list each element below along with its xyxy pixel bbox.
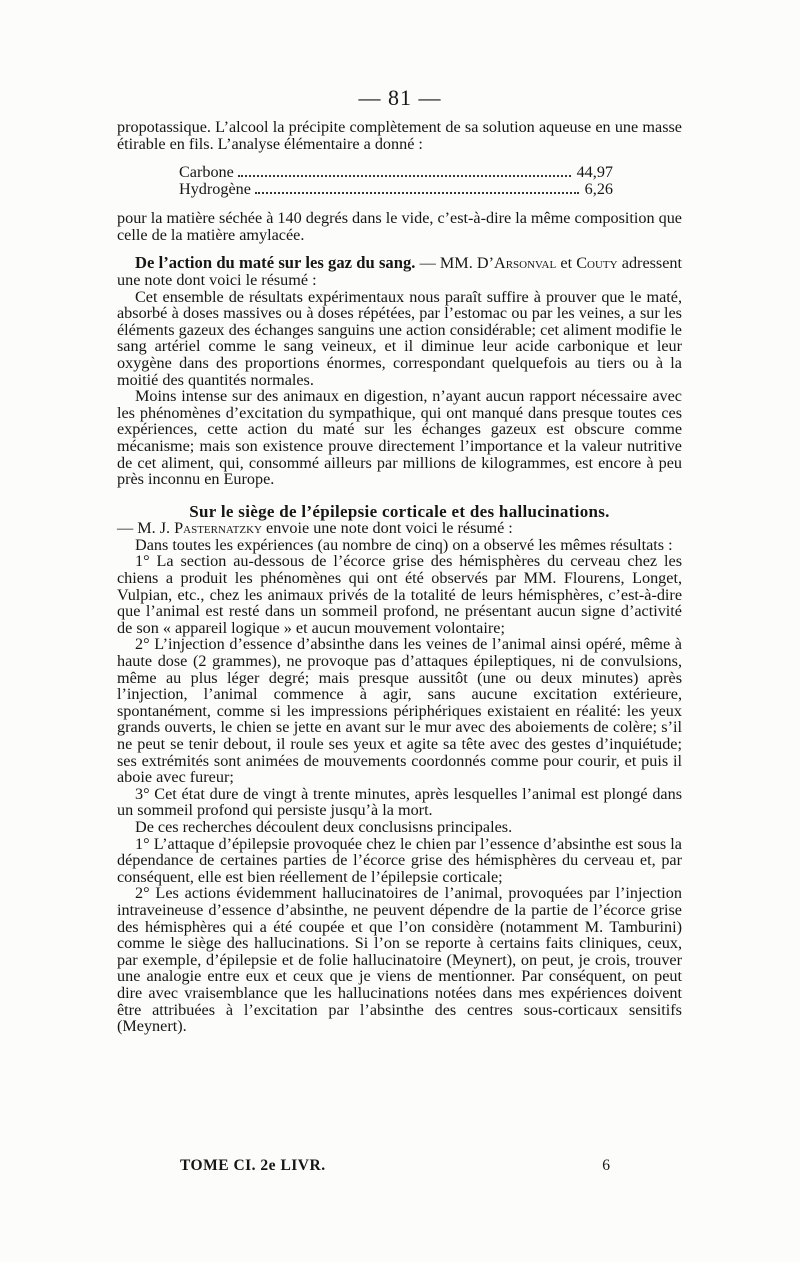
author-name: D’Arsonval — [476, 254, 557, 273]
author-name: Pasternatzky — [174, 519, 262, 538]
volume-signature: TOME CI. 2e LIVR. — [180, 1157, 326, 1174]
section-lead: — M. J. Pasternatzky envoie une note dont voici le résumé : — [117, 519, 513, 538]
dot-leader — [238, 175, 571, 177]
page-footer — [180, 1157, 610, 1175]
section-title: Sur le siège de l’épilepsie corticale et des hallucinations. — [189, 501, 610, 521]
page-body — [117, 119, 682, 1035]
body-paragraph: Moins intense sur des animaux en digestion, n’ayant aucun rapport nécessaire avec les phénomènes d’excitation du sympathique, qui ont manqué dans presque toutes ces expériences, cette action du maté sur les échanges gazeux est obscure comme mécanisme; mais son existence prouve directement l’importance et la valeur nutritive de cet aliment, qui, consommé ailleurs par millions de kilogrammes, est encore à peu près inconnu en Europe. — [117, 387, 682, 489]
body-paragraph: Dans toutes les expériences (au nombre de cinq) on a observé les mêmes résultats : — [135, 535, 673, 554]
body-paragraph: 1° La section au-dessous de l’écorce grise des hémisphères du cerveau chez les chiens a produit les phénomènes qui ont été observés par MM. Flourens, Longet, Vulpian, etc., chez les animaux privés de la totalité de leurs hémisphères, c’est-à-dire que l’animal est resté dans un sommeil profond, ne présentant aucun signe d’activité de son « appareil logique » et aucun mouvement volontaire; — [117, 552, 682, 637]
body-paragraph: De ces recherches découlent deux conclusisns principales. — [135, 817, 513, 836]
body-paragraph: Cet ensemble de résultats expérimentaux nous paraît suffire à prouver que le maté, absorbé à doses massives ou à doses répétées, par l’estomac ou par les veines, a sur les éléments gazeux des échanges sanguins une action considérable; cet aliment modifie le sang artériel comme le sang veineux, et il diminue leur acide carbonique et leur oxygène dans des proportions énormes, correspondant quelquefois au tiers ou à la moitié des quantités normales. — [117, 287, 682, 389]
intro-paragraph: propotassique. L’alcool la précipite complètement de sa solution aqueuse en une masse étirable en fils. L’analyse élémentaire a donné : — [117, 118, 682, 153]
dot-leader — [255, 192, 579, 194]
body-paragraph: 2° L’injection d’essence d’absinthe dans les veines de l’animal ainsi opéré, même à haute dose (2 grammes), ne provoque pas d’attaques épileptiques, ni de convulsions, même au plus léger degré; mais presque aussitôt (une ou deux minutes) après l’injection, l’animal commence à agir, sans aucune excitation extérieure, spontanément, comme si les impressions périphériques existaient en réalité: les yeux grands ouverts, le chien se jette en avant sur le mur avec des aboiements de colère; s’il ne peut se tenir debout, il roule ses yeux et agite sa tête avec des gestes d’inquiétude; ses extrémités sont animées de mouvements coordonnés comme pour courir, et puis il aboie avec fureur; — [117, 635, 682, 787]
analysis-value: 6,26 — [584, 180, 613, 199]
body-paragraph: 1° L’attaque d’épilepsie provoquée chez le chien par l’essence d’absinthe est sous la dépendance de certaines parties de l’écorce grise des hémisphères du cerveau et, par conséquent, elle est bien réellement de l’épilepsie corticale; — [117, 834, 682, 886]
section-mate — [117, 255, 682, 487]
section-title: De l’action du maté sur les gaz du sang. — [135, 253, 416, 273]
analysis-value: 44,97 — [576, 163, 613, 182]
analysis-label: Hydrogène — [179, 180, 251, 199]
elemental-analysis-table — [179, 164, 613, 198]
section-epilepsie — [117, 501, 682, 1036]
section-lead: De l’action du maté sur les gaz du sang. — MM. D’Arsonval et Couty adressent une note dont voici le résumé : — [117, 253, 682, 289]
after-table-paragraph: pour la matière séchée à 140 degrés dans le vide, c’est-à-dire la même composition que celle de la matière amylacée. — [117, 209, 682, 244]
sheet-number: 6 — [602, 1157, 610, 1174]
author-name: Couty — [576, 254, 618, 273]
body-paragraph: 2° Les actions évidemment hallucinatoires de l’animal, provoquées par l’injection intraveineuse d’essence d’absinthe, ne peuvent dépendre de la partie de l’écorce grise des hémisphères qui a été coupée et que l’on considère (notamment M. Tamburini) comme le siège des hallucinations. Si l’on se reporte à certains faits cliniques, ceux, par exemple, d’épilepsie et de folie hallucinatoire (Meynert), on peut, je crois, trouver une analogie entre eux et ceux que je viens de mentionner. Par conséquent, on peut dire avec vraisemblance que les hallucinations notées dans mes expériences doivent être attribuées à l’excitation par l’absinthe des centres sous-corticaux sensitifs (Meynert). — [117, 884, 682, 1036]
analysis-label: Carbone — [179, 163, 234, 182]
analysis-row — [179, 164, 613, 181]
page-number: — 81 — — [358, 85, 442, 110]
body-paragraph: 3° Cet état dure de vingt à trente minutes, après lesquelles l’animal est plongé dans un sommeil profond qui persiste jusqu’à la mort. — [117, 784, 682, 820]
analysis-row — [179, 181, 613, 198]
